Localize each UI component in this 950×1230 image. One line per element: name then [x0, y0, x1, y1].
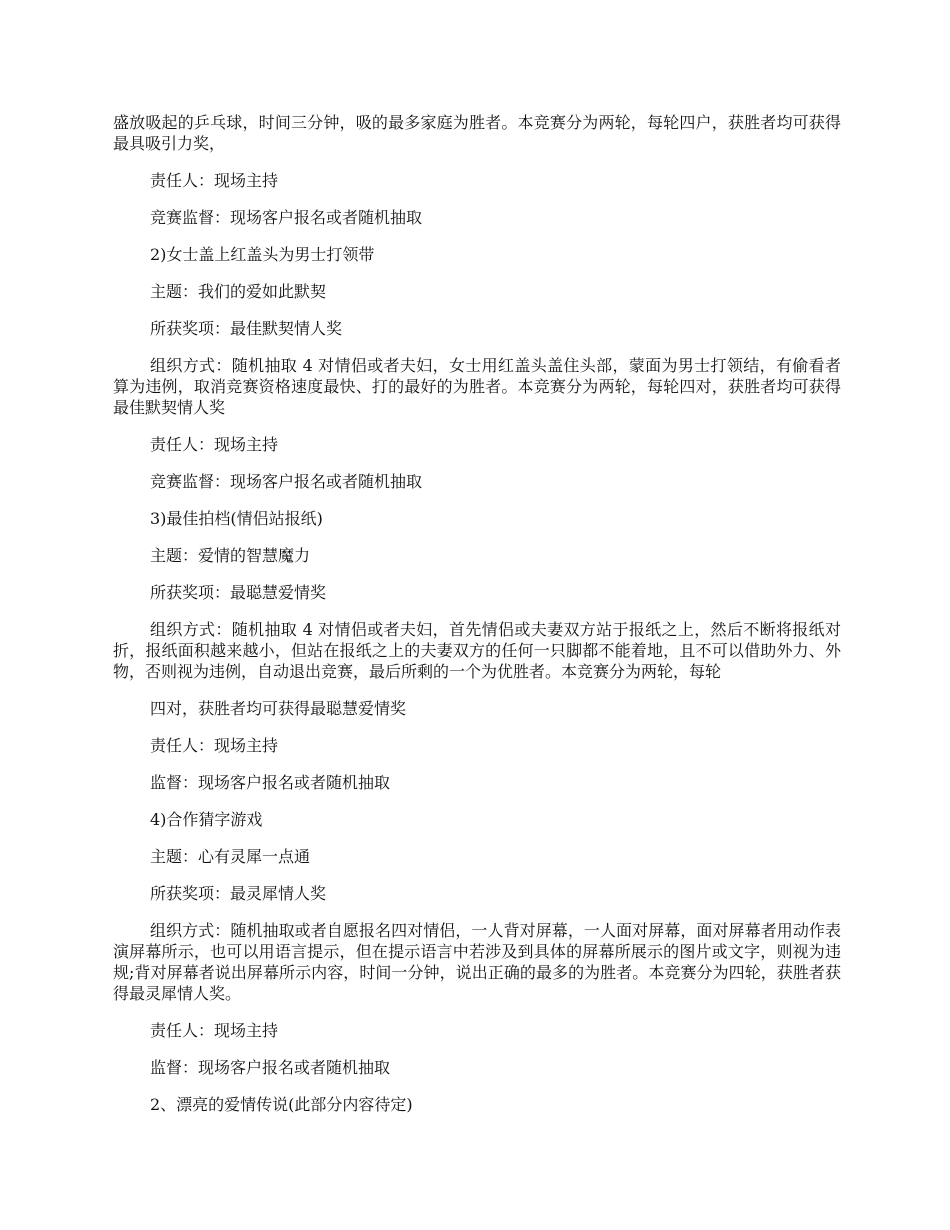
paragraph: 组织方式：随机抽取 4 对情侣或者夫妇，首先情侣或夫妻双方站于报纸之上，然后不断将报纸对折，报纸面积越来越小，但站在报纸之上的夫妻双方的任何一只脚都不能着地，且不可以借助外力、外物，否则视为违例，自动退出竞赛，最后所剩的一个为优胜者。本竞赛分为两轮，每轮 — [113, 620, 841, 681]
document-body — [113, 112, 841, 1131]
paragraph: 主题：爱情的智慧魔力 — [150, 546, 311, 565]
paragraph: 组织方式：随机抽取或者自愿报名四对情侣，一人背对屏幕，一人面对屏幕，面对屏幕者用动作表演屏幕所示，也可以用语言提示，但在提示语言中若涉及到具体的屏幕所展示的图片或文字，则视为违规;背对屏幕者说出屏幕所示内容，时间一分钟，说出正确的最多的为胜者。本竞赛分为四轮，获胜者获得最灵犀情人奖。 — [113, 921, 841, 1003]
paragraph: 主题：我们的爱如此默契 — [150, 282, 327, 301]
paragraph: 监督：现场客户报名或者随机抽取 — [150, 773, 391, 792]
paragraph: 主题：心有灵犀一点通 — [150, 847, 311, 866]
paragraph: 责任人：现场主持 — [150, 171, 279, 190]
section-heading: 4)合作猜字游戏 — [150, 810, 263, 829]
section-heading: 3)最佳拍档(情侣站报纸) — [150, 509, 323, 528]
paragraph: 责任人：现场主持 — [150, 435, 279, 454]
paragraph: 组织方式：随机抽取 4 对情侣或者夫妇，女士用红盖头盖住头部，蒙面为男士打领结，有偷看者算为违例，取消竞赛资格速度最快、打的最好的为胜者。本竞赛分为两轮，每轮四对，获胜者均可获得最佳默契情人奖 — [113, 356, 841, 417]
paragraph: 责任人：现场主持 — [150, 1021, 279, 1040]
paragraph: 监督：现场客户报名或者随机抽取 — [150, 1058, 391, 1077]
paragraph: 所获奖项：最灵犀情人奖 — [150, 884, 327, 903]
section-heading: 2)女士盖上红盖头为男士打领带 — [150, 245, 375, 264]
paragraph: 盛放吸起的乒乓球，时间三分钟，吸的最多家庭为胜者。本竞赛分为两轮，每轮四户，获胜者均可获得最具吸引力奖， — [113, 113, 841, 153]
paragraph: 四对，获胜者均可获得最聪慧爱情奖 — [150, 699, 407, 718]
paragraph: 竞赛监督：现场客户报名或者随机抽取 — [150, 208, 423, 227]
paragraph: 责任人：现场主持 — [150, 736, 279, 755]
section-heading: 2、漂亮的爱情传说(此部分内容待定) — [150, 1095, 413, 1114]
paragraph: 所获奖项：最佳默契情人奖 — [150, 319, 343, 338]
paragraph: 竞赛监督：现场客户报名或者随机抽取 — [150, 472, 423, 491]
paragraph: 所获奖项：最聪慧爱情奖 — [150, 583, 327, 602]
